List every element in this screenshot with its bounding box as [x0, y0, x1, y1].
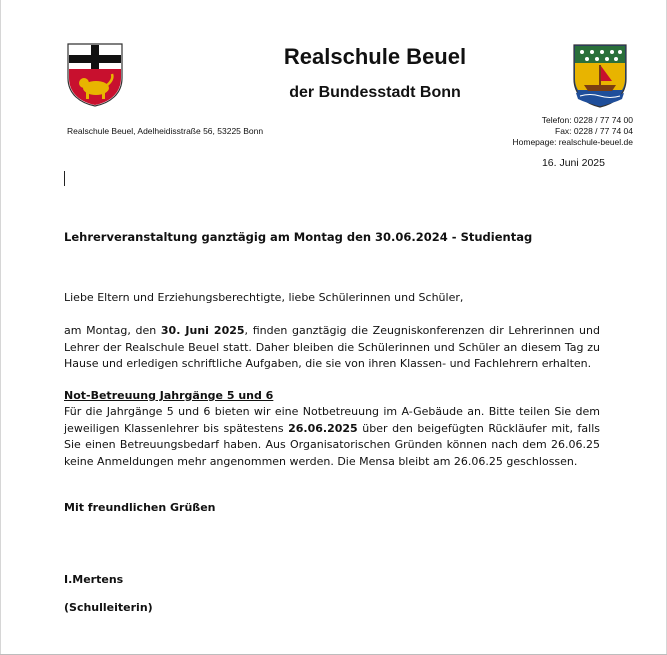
- signature-name: I.Mertens: [64, 573, 124, 586]
- p2-deadline-bold: 26.06.2025: [288, 421, 358, 435]
- contact-block: [513, 115, 634, 148]
- p1-text-end: , finden ganztägig die Zeugniskonferenzen dir Lehrerinnen und Lehrer der Realschule Beuel statt. Daher bleiben die Schülerinnen und Schüler an diesem Tag zu Hause und erledigen schriftliche Aufgaben, die sie von ihren Klassen- und Fachlehrern erhalten.: [64, 324, 600, 370]
- letter-date: 16. Juni 2025: [541, 157, 605, 169]
- signature-role: (Schulleiterin): [64, 601, 153, 614]
- p2-text-end: über den beigefügten Rückläufer mit, falls Sie einen Betreuungsbedarf haben. Aus Organisatorischen Gründen können nach dem 26.06.25 keine Anmeldungen mehr angenommen werden. Die Mensa bleibt am 26.06.25 geschlossen.: [64, 421, 600, 468]
- city-subheading: der Bundesstadt Bonn: [289, 84, 461, 101]
- section-heading-notbetreuung: Not-Betreuung Jahrgänge 5 und 6: [64, 389, 274, 402]
- bonn-coat-of-arms-logo: [66, 42, 124, 108]
- school-name-heading: Realschule Beuel: [283, 44, 467, 69]
- fax-line: Fax: 0228 / 77 74 04: [555, 126, 633, 136]
- phone-line: Telefon: 0228 / 77 74 00: [541, 115, 633, 125]
- p1-text-start: am Montag, den: [64, 324, 161, 337]
- page-edge-left: [0, 0, 1, 655]
- greeting-paragraph: Liebe Eltern und Erziehungsberechtigte, liebe Schülerinnen und Schüler,: [64, 291, 464, 304]
- p2-text-start: Für die Jahrgänge 5 und 6 bieten wir eine Notbetreuung im A-Gebäude an. Bitte teilen Sie dem jeweiligen Klassenlehrer bis spätestens: [64, 405, 600, 435]
- closing-phrase: Mit freundlichen Grüßen: [64, 501, 216, 514]
- beuel-coat-of-arms-logo: [572, 43, 628, 109]
- paragraph-notbetreuung: [64, 404, 600, 470]
- homepage-line: Homepage: realschule-beuel.de: [512, 137, 633, 147]
- letter-subject: Lehrerveranstaltung ganztägig am Montag den 30.06.2024 - Studientag: [64, 230, 533, 244]
- text-cursor[interactable]: [64, 171, 65, 186]
- paragraph-studientag: [64, 323, 600, 373]
- p1-date-bold: 30. Juni 2025: [160, 324, 245, 337]
- sender-address: Realschule Beuel, Adelheidisstraße 56, 53225 Bonn: [67, 126, 264, 136]
